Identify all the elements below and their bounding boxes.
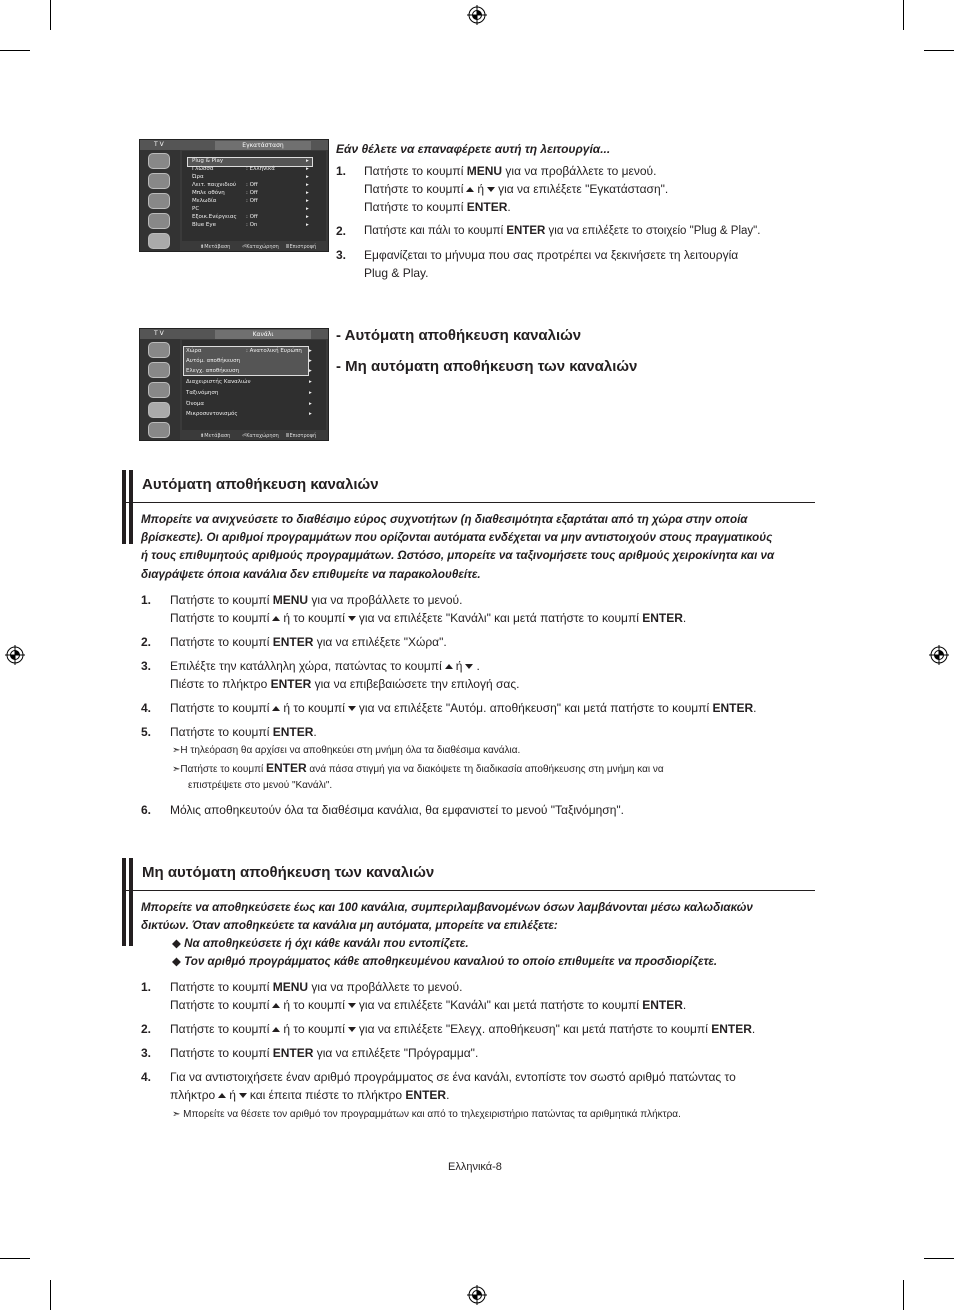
side-title-auto: - Αυτόματη αποθήκευση καναλιών — [336, 327, 582, 344]
crop-mark — [903, 0, 904, 30]
auto-step-3b: Πιέστε το πλήκτρο ENTER για να επιβεβαιώσετε την επιλογή σας. — [170, 677, 520, 691]
sound-icon — [148, 362, 170, 378]
step-number: 3. — [141, 659, 152, 673]
auto-step-2: Πατήστε το κουμπί ENTER για να επιλέξετε "Χώρα". — [170, 635, 447, 649]
footer-move: ⬍Μετάβαση — [200, 433, 231, 439]
menu-item[interactable]: Blue Eye — [192, 222, 217, 228]
side-title-manual: - Μη αυτόματη αποθήκευση των καναλιών — [336, 358, 638, 375]
section-header-manual — [122, 858, 815, 891]
auto-step-4: Πατήστε το κουμπί ή το κουμπί για να επιλέξετε "Αυτόμ. αποθήκευση" και μετά πατήστε το κουμπί ENTER. — [170, 701, 757, 715]
manual-step-2: Πατήστε το κουμπί ή το κουμπί για να επιλέξετε "Ελεγχ. αποθήκευση" και μετά πατήστε το κουμπί ENTER. — [170, 1022, 756, 1036]
up-arrow-icon — [272, 1027, 280, 1032]
step-number: 2. — [141, 1022, 152, 1036]
chevron-right-icon: ▸ — [309, 358, 312, 364]
manual-step-1: Πατήστε το κουμπί MENU για να προβάλλετε το μενού. — [170, 980, 463, 994]
auto-note-1: ➣Η τηλεόραση θα αρχίσει να αποθηκεύει στη μνήμη όλα τα διαθέσιμα κανάλια. — [172, 745, 521, 756]
step-number: 3. — [336, 248, 347, 262]
menu-item-value: : Ανατολική Ευρώπη — [246, 348, 302, 354]
footer-move: ⬍Μετάβαση — [200, 244, 231, 250]
restore-heading: Εάν θέλετε να επαναφέρετε αυτή τη λειτουργία... — [336, 142, 611, 156]
crop-mark — [924, 1258, 954, 1259]
up-arrow-icon — [218, 1093, 226, 1098]
auto-intro-line: Μπορείτε να ανιχνεύσετε το διαθέσιμο εύρος συχνοτήτων (η διαθεσιμότητα εξαρτάται από τη χώρα στην οποία — [141, 513, 748, 526]
menu-item[interactable]: Μελωδία — [192, 198, 217, 204]
registration-mark-icon — [929, 645, 949, 665]
chevron-right-icon: ▸ — [306, 214, 309, 220]
input-icon — [148, 422, 170, 438]
step-number: 1. — [141, 593, 152, 607]
crop-mark — [0, 50, 30, 51]
registration-mark-icon — [5, 645, 25, 665]
up-arrow-icon — [272, 616, 280, 621]
manual-bullet: ◆ Τον αριθμό προγράμματος κάθε αποθηκευμένου καναλιού το οποίο επιθυμείτε να προσδιορίζετε. — [172, 955, 718, 968]
crop-mark — [0, 1258, 30, 1259]
step-number: 5. — [141, 725, 152, 739]
footer-enter: ⏎Καταχώρηση — [242, 244, 279, 250]
menu-item[interactable]: Ταξινόμηση — [186, 390, 219, 396]
step-number: 4. — [141, 1070, 152, 1084]
menu-item-value: : Off — [246, 190, 258, 196]
menu-item[interactable]: Λειτ. παιχνιδιού — [192, 182, 237, 188]
tv-label: T V — [154, 141, 164, 148]
input-icon — [148, 233, 170, 249]
tv-menu-title: Εγκατάσταση — [215, 141, 311, 150]
step-number: 2. — [336, 224, 347, 238]
menu-item-value: : Off — [246, 214, 258, 220]
down-arrow-icon — [348, 616, 356, 621]
tv-menu-title: Κανάλι — [215, 330, 311, 339]
chevron-right-icon: ▸ — [306, 198, 309, 204]
chevron-right-icon: ▸ — [309, 411, 312, 417]
tv-menu-panel — [182, 151, 326, 241]
auto-step-1: Πατήστε το κουμπί MENU για να προβάλλετε το μενού. — [170, 593, 463, 607]
section-bar — [129, 470, 133, 544]
down-arrow-icon — [348, 1003, 356, 1008]
restore-step-1: Πατήστε το κουμπί MENU για να προβάλλετε το μενού. — [364, 164, 657, 178]
note-arrow-icon: ➣ — [172, 745, 181, 756]
restore-step-3: Εμφανίζεται το μήνυμα που σας προτρέπει να ξεκινήσετε τη λειτουργία — [364, 248, 739, 262]
footer-return: ⅢΕπιστροφή — [286, 433, 317, 439]
manual-step-4: Για να αντιστοιχήσετε έναν αριθμό προγράμματος σε ένα κανάλι, εντοπίστε τον σωστό αριθμό πατώντας το — [170, 1070, 736, 1084]
manual-note: ➣ Μπορείτε να θέσετε τον αριθμό τον προγραμμάτων και από το τηλεχειριστήριο πατώντας τα αριθμητικά πλήκτρα. — [172, 1109, 681, 1120]
menu-item[interactable]: Plug & Play — [192, 158, 224, 164]
chevron-right-icon: ▸ — [306, 158, 309, 164]
auto-intro-line: βρίσκεστε). Οι αριθμοί προγραμμάτων που ορίζονται αυτόματα ενδέχεται να μην αντιστοιχούν στους πραγματικούς — [141, 531, 773, 544]
section-title: Μη αυτόματη αποθήκευση των καναλιών — [142, 864, 435, 881]
diamond-bullet-icon: ◆ — [172, 955, 185, 968]
tv-menu-sidebar — [140, 339, 180, 440]
auto-note-2b: επιστρέψετε στο μενού "Κανάλι". — [188, 780, 333, 791]
menu-item[interactable]: Χώρα — [186, 348, 202, 354]
registration-mark-icon — [467, 5, 487, 25]
chevron-right-icon: ▸ — [306, 174, 309, 180]
picture-icon — [148, 153, 170, 169]
step-number: 3. — [141, 1046, 152, 1060]
section-bar — [122, 470, 126, 544]
chevron-right-icon: ▸ — [306, 166, 309, 172]
footer-return: ⅢΕπιστροφή — [286, 244, 317, 250]
section-bar — [122, 858, 126, 946]
menu-item[interactable]: Όνομα — [186, 401, 205, 407]
step-number: 6. — [141, 803, 152, 817]
auto-step-5: Πατήστε το κουμπί ENTER. — [170, 725, 317, 739]
registration-mark-icon — [467, 1285, 487, 1305]
menu-item-value: : Off — [246, 182, 258, 188]
up-arrow-icon — [272, 1003, 280, 1008]
step-number: 2. — [141, 635, 152, 649]
menu-item[interactable]: Αυτόμ. αποθήκευση — [186, 358, 241, 364]
menu-item[interactable]: Διαχειριστής Καναλιών — [186, 379, 251, 385]
section-header-auto — [122, 470, 815, 503]
crop-mark — [50, 0, 51, 30]
page-number: Ελληνικά-8 — [448, 1161, 502, 1173]
step-number: 1. — [336, 164, 347, 178]
up-arrow-icon — [272, 706, 280, 711]
chevron-right-icon: ▸ — [306, 222, 309, 228]
down-arrow-icon — [348, 706, 356, 711]
chevron-right-icon: ▸ — [309, 390, 312, 396]
menu-item-value: : Ελληνικά — [246, 166, 275, 172]
auto-intro-line: διαγράψετε όποια κανάλια δεν επιθυμείτε να παρακολουθείτε. — [141, 568, 481, 581]
tv-menu-sidebar — [140, 150, 180, 251]
menu-item[interactable]: Γλώσσα — [192, 166, 214, 172]
menu-item-value: : Off — [246, 198, 258, 204]
menu-item[interactable]: Εξοικ.Ενέργειας — [192, 214, 237, 220]
setup-icon — [148, 402, 170, 418]
menu-item[interactable]: Μικροσυντονισμός — [186, 411, 238, 417]
tv-menu-panel — [182, 340, 326, 430]
restore-step-3b: Plug & Play. — [364, 266, 429, 280]
menu-item[interactable]: Μπλε οθόνη — [192, 190, 225, 196]
chevron-right-icon: ▸ — [309, 379, 312, 385]
step-number: 1. — [141, 980, 152, 994]
auto-intro-line: ή τους επιθυμητούς αριθμούς προγραμμάτων. Ωστόσο, μπορείτε να ταξινομήσετε τους αριθμούς χειροκίνητα και να — [141, 549, 775, 562]
down-arrow-icon — [348, 1027, 356, 1032]
note-arrow-icon: ➣ — [172, 764, 181, 775]
restore-step-1c: Πατήστε το κουμπί ENTER. — [364, 200, 511, 214]
menu-item-value: : On — [246, 222, 258, 228]
restore-step-1b: Πατήστε το κουμπί ή για να επιλέξετε "Εγκατάσταση". — [364, 182, 669, 196]
manual-intro-line: δικτύων. Όταν αποθηκεύετε τα κανάλια μη αυτόματα, μπορείτε να επιλέξετε: — [141, 919, 558, 932]
auto-step-6: Μόλις αποθηκευτούν όλα τα διαθέσιμα κανάλια, θα εμφανιστεί το μενού "Ταξινόμηση". — [170, 803, 624, 817]
chevron-right-icon: ▸ — [309, 368, 312, 374]
manual-bullet: ◆ Να αποθηκεύσετε ή όχι κάθε κανάλι που εντοπίζετε. — [172, 937, 469, 950]
tv-label: T V — [154, 330, 164, 337]
manual-step-3: Πατήστε το κουμπί ENTER για να επιλέξετε "Πρόγραμμα". — [170, 1046, 479, 1060]
menu-item[interactable]: Ώρα — [192, 174, 204, 180]
up-arrow-icon — [466, 187, 474, 192]
up-arrow-icon — [445, 664, 453, 669]
setup-icon — [148, 213, 170, 229]
chevron-right-icon: ▸ — [306, 190, 309, 196]
diamond-bullet-icon: ◆ — [172, 937, 185, 950]
channel-icon — [148, 382, 170, 398]
menu-item[interactable]: PC — [192, 206, 200, 212]
channel-icon — [148, 193, 170, 209]
tv-menu-setup — [139, 139, 329, 252]
chevron-right-icon: ▸ — [306, 182, 309, 188]
chevron-right-icon: ▸ — [306, 206, 309, 212]
down-arrow-icon — [239, 1093, 247, 1098]
auto-step-3: Επιλέξτε την κατάλληλη χώρα, πατώντας το κουμπί ή . — [170, 659, 480, 673]
chevron-right-icon: ▸ — [309, 348, 312, 354]
note-arrow-icon: ➣ — [172, 1109, 184, 1120]
step-number: 4. — [141, 701, 152, 715]
section-title: Αυτόματη αποθήκευση καναλιών — [142, 476, 379, 493]
menu-item[interactable]: Ελεγχ. αποθήκευση — [186, 368, 240, 374]
manual-step-4b: πλήκτρο ή και έπειτα πιέστε το πλήκτρο ENTER. — [170, 1088, 450, 1102]
crop-mark — [924, 50, 954, 51]
crop-mark — [50, 1280, 51, 1310]
down-arrow-icon — [487, 187, 495, 192]
crop-mark — [903, 1280, 904, 1310]
restore-step-2: Πατήστε και πάλι το κουμπί ENTER για να επιλέξετε το στοιχείο "Plug & Play". — [364, 225, 761, 237]
tv-menu-channel — [139, 328, 329, 441]
manual-intro-line: Μπορείτε να αποθηκεύσετε έως και 100 κανάλια, συμπεριλαμβανομένων όσων λαμβάνονται μέσω καλωδιακών — [141, 901, 753, 914]
footer-enter: ⏎Καταχώρηση — [242, 433, 279, 439]
section-bar — [129, 858, 133, 946]
picture-icon — [148, 342, 170, 358]
manual-step-1b: Πατήστε το κουμπί ή το κουμπί για να επιλέξετε "Κανάλι" και μετά πατήστε το κουμπί ENTER. — [170, 998, 687, 1012]
down-arrow-icon — [465, 664, 473, 669]
sound-icon — [148, 173, 170, 189]
auto-step-1b: Πατήστε το κουμπί ή το κουμπί για να επιλέξετε "Κανάλι" και μετά πατήστε το κουμπί ENTER. — [170, 611, 687, 625]
auto-note-2: ➣Πατήστε το κουμπί ENTER ανά πάσα στιγμή για να διακόψετε τη διαδικασία αποθήκευσης στη μνήμη και να — [172, 761, 664, 775]
chevron-right-icon: ▸ — [309, 401, 312, 407]
